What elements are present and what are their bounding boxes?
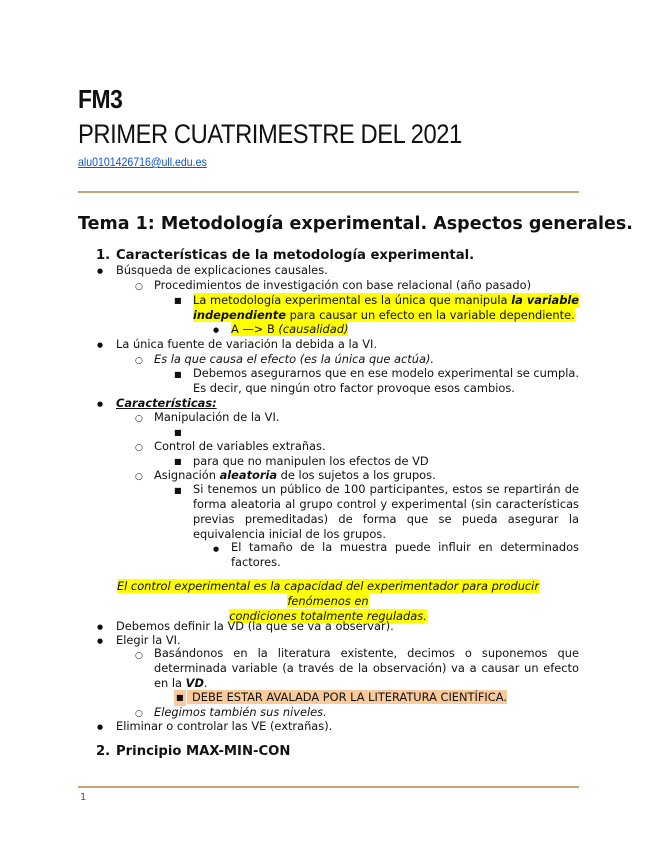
subheading-1	[96, 248, 474, 263]
text-run: para causar un efecto en la variable dependiente.	[285, 308, 575, 322]
bullet-disc	[213, 541, 219, 558]
list-item: Eliminar o controlar las VE (extrañas).	[116, 719, 333, 733]
bullet-circle	[135, 410, 143, 427]
list-item: para que no manipulen los efectos de VD	[193, 454, 429, 468]
subheading-number: 2.	[96, 744, 111, 759]
bullet-disc	[97, 337, 103, 354]
subheading-text: Características de la metodología experimental.	[116, 248, 475, 263]
footer-divider	[78, 786, 579, 788]
list-item: Debemos definir la VD (la que se va a observar).	[116, 619, 394, 633]
section-heading: Tema 1: Metodología experimental. Aspectos generales.	[78, 214, 633, 234]
subheading-2	[96, 744, 290, 759]
list-item-highlighted	[187, 690, 507, 705]
bullet-disc	[97, 633, 103, 650]
list-item: Características:	[116, 396, 217, 410]
list-item: Si tenemos un público de 100 participantes, estos se repartirán de forma aleatoria al grupo control y experimental (sin características previas premeditadas) de forma que se pueda asegurar la equivalencia inicial de los grupos.	[193, 482, 579, 541]
list-item	[154, 468, 436, 483]
bullet-circle	[135, 278, 143, 295]
bullet-circle	[135, 468, 143, 485]
text-run: Basándonos en la literatura existente, decimos o suponemos que determinada variable (a través de la observación) va a causar un efecto en la	[154, 646, 579, 690]
text-run: La metodología experimental es la única que manipula	[193, 293, 512, 307]
list-item-highlighted	[193, 293, 579, 323]
text-run-emphasis: la variable	[511, 293, 579, 307]
list-item: El tamaño de la muestra puede influir en determinados factores.	[231, 540, 579, 569]
bullet-disc	[97, 263, 103, 280]
subheading-number: 1.	[96, 248, 111, 263]
list-item: Control de variables extrañas.	[154, 439, 326, 453]
text-run-emphasis: aleatoria	[219, 468, 278, 482]
list-item: La única fuente de variación la debida a la VI.	[116, 337, 377, 351]
document-subtitle: PRIMER CUATRIMESTRE DEL 2021	[78, 119, 462, 149]
text-run: .	[203, 676, 208, 690]
email-link[interactable]: alu0101426716@ull.edu.es	[78, 155, 207, 169]
text-run-emphasis: VD	[185, 676, 204, 690]
bullet-circle	[135, 352, 143, 369]
page-number: 1	[80, 792, 87, 803]
list-item: Elegimos también sus niveles.	[154, 705, 327, 719]
list-item: Manipulación de la VI.	[154, 410, 280, 424]
quote-line: El control experimental es la capacidad del experimentador para producir fenómenos en	[116, 579, 540, 608]
header-divider	[78, 191, 579, 193]
list-item: Procedimientos de investigación con base relacional (año pasado)	[154, 278, 532, 292]
text-run-italic: (causalidad)	[278, 322, 349, 336]
bullet-square	[174, 367, 182, 383]
bullet-square	[174, 293, 182, 309]
bullet-circle	[135, 439, 143, 456]
list-item: Búsqueda de explicaciones causales.	[116, 263, 328, 277]
list-item: Elegir la VI.	[116, 633, 181, 647]
list-item: Debemos asegurarnos que en ese modelo experimental se cumpla. Es decir, que ningún otro factor provoque esos cambios.	[193, 366, 579, 395]
text-run: A —> B	[231, 322, 279, 336]
highlighted-quote	[96, 579, 560, 624]
quote-line: condiciones totalmente reguladas.	[229, 609, 427, 623]
subheading-text: Principio MAX-MIN-CON	[116, 744, 291, 759]
bullet-circle	[135, 647, 143, 664]
bullet-square	[174, 483, 182, 499]
text-run-emphasis: independiente	[193, 308, 286, 322]
list-item: Es la que causa el efecto (es la única que actúa).	[154, 352, 435, 366]
text-run: DEBE ESTAR AVALADA POR LA LITERATURA CIENTÍFICA.	[187, 690, 507, 704]
bullet-disc	[97, 719, 103, 736]
text-run: Asignación	[154, 468, 220, 482]
bullet-square	[174, 690, 186, 706]
document-title: FM3	[78, 84, 123, 114]
text-run: de los sujetos a los grupos.	[277, 468, 436, 482]
list-item	[154, 646, 579, 691]
bullet-disc	[97, 396, 103, 413]
list-item-highlighted	[231, 322, 348, 337]
